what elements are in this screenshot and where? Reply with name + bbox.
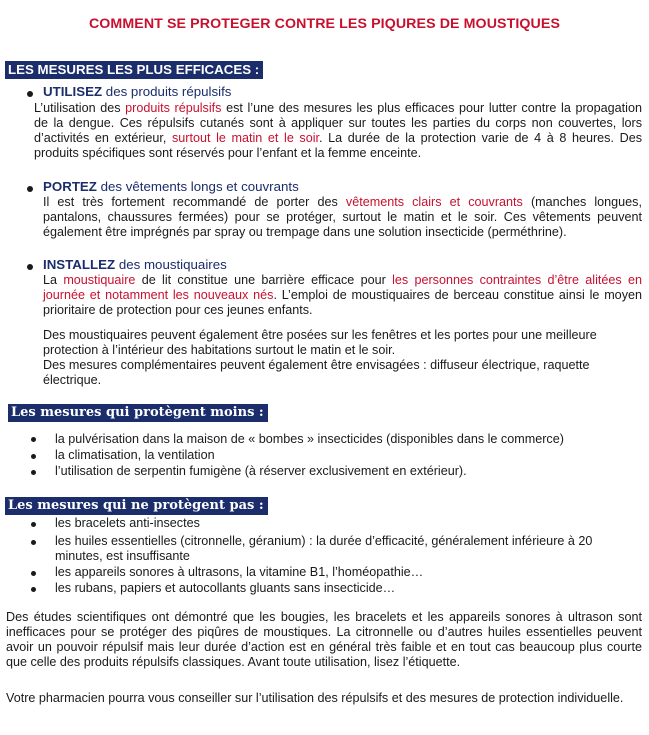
list-item: la climatisation, la ventilation: [55, 448, 215, 462]
bullet-icon: [31, 454, 36, 459]
list-item: les huiles essentielles (citronnelle, géranium) : la durée d’efficacité, généralement inférieure à 20: [55, 534, 593, 548]
text-run: Il est très fortement recommandé de porter des: [43, 195, 346, 209]
text-run: . L’emploi de moustiquaires de berceau constitue ainsi le moyen prioritaire de protection pour ces jeunes enfants.: [43, 288, 642, 317]
text-run: . La durée de la protection varie de 4 à 8 heures. Des produits spécifiques sont réservés pour l’enfant et la femme enceinte.: [34, 131, 642, 160]
list-item-continuation: minutes, est insuffisante: [55, 549, 190, 563]
bullet-icon: [27, 264, 33, 270]
list-item: les rubans, papiers et autocollants gluants sans insecticide…: [55, 581, 396, 595]
bullet-icon: [31, 437, 36, 442]
bullet-icon: [31, 587, 36, 592]
text-run: est l’une des mesures les plus efficaces pour lutter contre la propagation de la dengue. Ces répulsifs cutanés sont à appliquer sur toutes les parties du corps non couvertes, lors d’activités en extérieur,: [34, 101, 642, 145]
item-heading-nets: [43, 257, 227, 272]
highlight-text: surtout le matin et le soir: [171, 131, 320, 145]
conclusion-paragraph: Des études scientifiques ont démontré que les bougies, les bracelets et les appareils sonores à ultrason sont inefficaces pour se protéger des piqûres de moustiques. La citronnelle ou d’autres huiles essentielles peuvent avoir un pouvoir répulsif mais leur durée d’action est en général très faible et en tout cas beaucoup plus courte que celle des produits répulsifs classiques. Avant toute utilisation, lisez l’étiquette.: [6, 610, 642, 669]
highlight-text: vêtements clairs et couvrants: [345, 195, 523, 209]
bullet-icon: [31, 540, 36, 545]
text-run: (manches longues, pantalons, chaussures fermées) pour se protéger, surtout le matin et le soir. Ces vêtements peuvent également être imprégnés par spray ou trempage dans une solution insecticide (perméthrine).: [43, 195, 642, 239]
item-heading-verb: INSTALLEZ: [43, 257, 116, 272]
item-heading-repellents: [43, 84, 231, 99]
page-title: COMMENT SE PROTEGER CONTRE LES PIQURES DE MOUSTIQUES: [88, 16, 561, 32]
text-run: La: [43, 273, 64, 287]
item-heading-verb: PORTEZ: [43, 179, 97, 194]
item-paragraph-repellents: [34, 101, 642, 161]
list-item: la pulvérisation dans la maison de « bombes » insecticides (disponibles dans le commerce): [55, 432, 564, 446]
highlight-text: moustiquaire: [63, 273, 136, 287]
bullet-icon: [27, 91, 33, 97]
highlight-text: produits répulsifs: [125, 101, 222, 115]
item-paragraph-nets: [43, 273, 642, 318]
item-heading-clothing: [43, 179, 299, 194]
highlight-text: les personnes contraintes d’être alitées en journée et notamment les nouveaux nés: [43, 273, 642, 302]
list-item: l’utilisation de serpentin fumigène (à réserver exclusivement en extérieur).: [55, 464, 467, 478]
bullet-icon: [31, 522, 36, 527]
list-item: les appareils sonores à ultrasons, la vitamine B1, l’homéopathie…: [55, 565, 424, 579]
item-paragraph-nets-windows: Des moustiquaires peuvent également être posées sur les fenêtres et les portes pour une meilleure protection à l’intérieur des habitations surtout le matin et le soir.: [43, 328, 597, 357]
section-heading-not-effective: Les mesures qui ne protègent pas :: [5, 497, 268, 515]
bullet-icon: [27, 186, 33, 192]
section-heading-most-effective: LES MESURES LES PLUS EFFICACES :: [5, 61, 263, 79]
section-heading-less-effective: Les mesures qui protègent moins :: [8, 404, 268, 422]
text-run: L’utilisation des: [34, 101, 126, 115]
item-paragraph-clothing: [43, 195, 642, 240]
footer-paragraph: Votre pharmacien pourra vous conseiller sur l’utilisation des répulsifs et des mesures de protection individuelle.: [6, 691, 624, 705]
text-run: de lit constitue une barrière efficace pour: [135, 273, 393, 287]
list-item: les bracelets anti-insectes: [55, 516, 200, 530]
bullet-icon: [31, 470, 36, 475]
item-heading-text: des moustiquaires: [115, 257, 227, 272]
item-heading-text: des vêtements longs et couvrants: [96, 179, 299, 194]
item-heading-verb: UTILISEZ: [43, 84, 103, 99]
item-paragraph-complementary: Des mesures complémentaires peuvent également être envisagées : diffuseur électrique, raquette électrique.: [43, 358, 590, 387]
item-heading-text: des produits répulsifs: [102, 84, 232, 99]
bullet-icon: [31, 571, 36, 576]
